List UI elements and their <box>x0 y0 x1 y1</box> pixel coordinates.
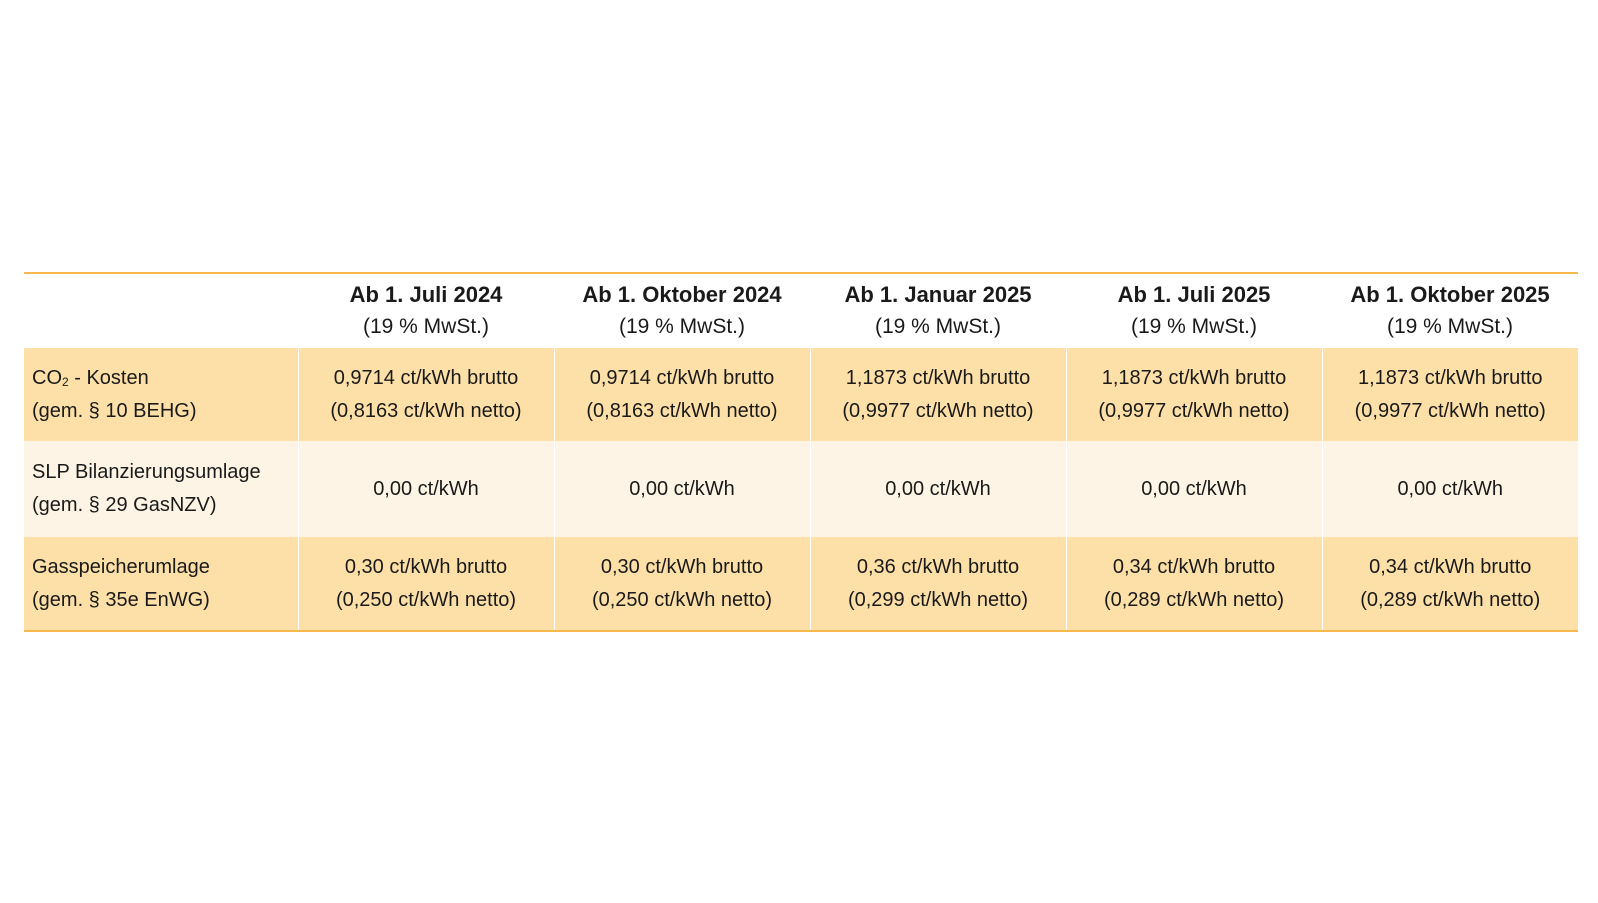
header-corner-cell <box>24 273 298 348</box>
value-single: 0,00 ct/kWh <box>1141 477 1247 500</box>
value-gross: 0,30 ct/kWh brutto <box>344 555 508 578</box>
value-cell <box>554 348 810 441</box>
header-date: Ab 1. Juli 2024 <box>349 282 503 307</box>
header-date: Ab 1. Oktober 2024 <box>582 282 782 307</box>
value-cell <box>298 348 554 441</box>
header-date: Ab 1. Juli 2025 <box>1117 282 1271 307</box>
value-cell <box>1066 537 1322 631</box>
levies-table-container <box>24 272 1577 632</box>
header-vat-note: (19 % MwSt.) <box>362 315 490 338</box>
value-single: 0,00 ct/kWh <box>1397 477 1504 500</box>
value-net: (0,9977 ct/kWh netto) <box>1354 399 1546 422</box>
value-gross: 0,36 ct/kWh brutto <box>856 555 1020 578</box>
value-cell <box>810 441 1066 537</box>
value-gross: 0,34 ct/kWh brutto <box>1369 555 1532 578</box>
table-row-gas-storage-levy <box>24 537 1578 631</box>
value-gross: 1,1873 ct/kWh brutto <box>845 366 1031 389</box>
row-label-subscript: 2 <box>62 374 69 389</box>
row-label-line2: (gem. § 35e EnWG) <box>32 588 210 611</box>
row-label-line1: Gasspeicherumlage <box>32 555 210 578</box>
row-label-line2: (gem. § 29 GasNZV) <box>32 494 217 516</box>
value-net: (0,299 ct/kWh netto) <box>847 588 1029 611</box>
header-cell <box>810 273 1066 348</box>
table-row-slp-levy <box>24 441 1578 537</box>
row-label-cell <box>24 348 298 441</box>
row-label-cell <box>24 441 298 537</box>
value-net: (0,9977 ct/kWh netto) <box>1098 399 1290 422</box>
value-gross: 1,1873 ct/kWh brutto <box>1101 366 1287 389</box>
value-net: (0,289 ct/kWh netto) <box>1103 588 1285 611</box>
header-vat-note: (19 % MwSt.) <box>874 315 1002 338</box>
value-cell <box>1066 441 1322 537</box>
row-label-co2: CO <box>32 366 62 389</box>
value-gross: 0,30 ct/kWh brutto <box>600 555 764 578</box>
row-label-line1: SLP Bilanzierungsumlage <box>32 461 261 483</box>
value-net: (0,8163 ct/kWh netto) <box>586 399 778 422</box>
value-cell <box>810 348 1066 441</box>
value-gross: 0,9714 ct/kWh brutto <box>333 366 519 389</box>
value-cell <box>298 441 554 537</box>
table-header-row <box>24 273 1578 348</box>
value-gross: 1,1873 ct/kWh brutto <box>1357 366 1543 389</box>
value-net: (0,8163 ct/kWh netto) <box>330 399 522 422</box>
header-vat-note: (19 % MwSt.) <box>1386 315 1514 338</box>
value-net: (0,250 ct/kWh netto) <box>591 588 773 611</box>
value-cell <box>1066 348 1322 441</box>
header-date: Ab 1. Januar 2025 <box>844 282 1032 307</box>
value-cell <box>1322 537 1578 631</box>
header-vat-note: (19 % MwSt.) <box>1130 315 1258 338</box>
row-label-line2: (gem. § 10 BEHG) <box>32 399 197 422</box>
value-cell <box>810 537 1066 631</box>
value-cell <box>554 537 810 631</box>
header-date: Ab 1. Oktober 2025 <box>1350 282 1550 307</box>
row-label-rest: - Kosten <box>68 366 149 389</box>
header-cell <box>1322 273 1578 348</box>
header-cell <box>298 273 554 348</box>
table-row-co2-costs <box>24 348 1578 441</box>
value-cell <box>554 441 810 537</box>
header-cell <box>1066 273 1322 348</box>
value-net: (0,250 ct/kWh netto) <box>335 588 517 611</box>
value-cell <box>1322 441 1578 537</box>
row-label-line1 <box>32 362 298 395</box>
header-vat-note: (19 % MwSt.) <box>618 315 746 338</box>
value-net: (0,289 ct/kWh netto) <box>1360 588 1541 611</box>
header-cell <box>554 273 810 348</box>
value-gross: 0,34 ct/kWh brutto <box>1112 555 1276 578</box>
value-net: (0,9977 ct/kWh netto) <box>842 399 1034 422</box>
row-label-cell <box>24 537 298 631</box>
value-cell <box>1322 348 1578 441</box>
value-single: 0,00 ct/kWh <box>885 477 991 500</box>
value-single: 0,00 ct/kWh <box>373 477 479 500</box>
levies-table <box>24 272 1578 632</box>
value-single: 0,00 ct/kWh <box>629 477 735 500</box>
value-gross: 0,9714 ct/kWh brutto <box>589 366 775 389</box>
value-cell <box>298 537 554 631</box>
